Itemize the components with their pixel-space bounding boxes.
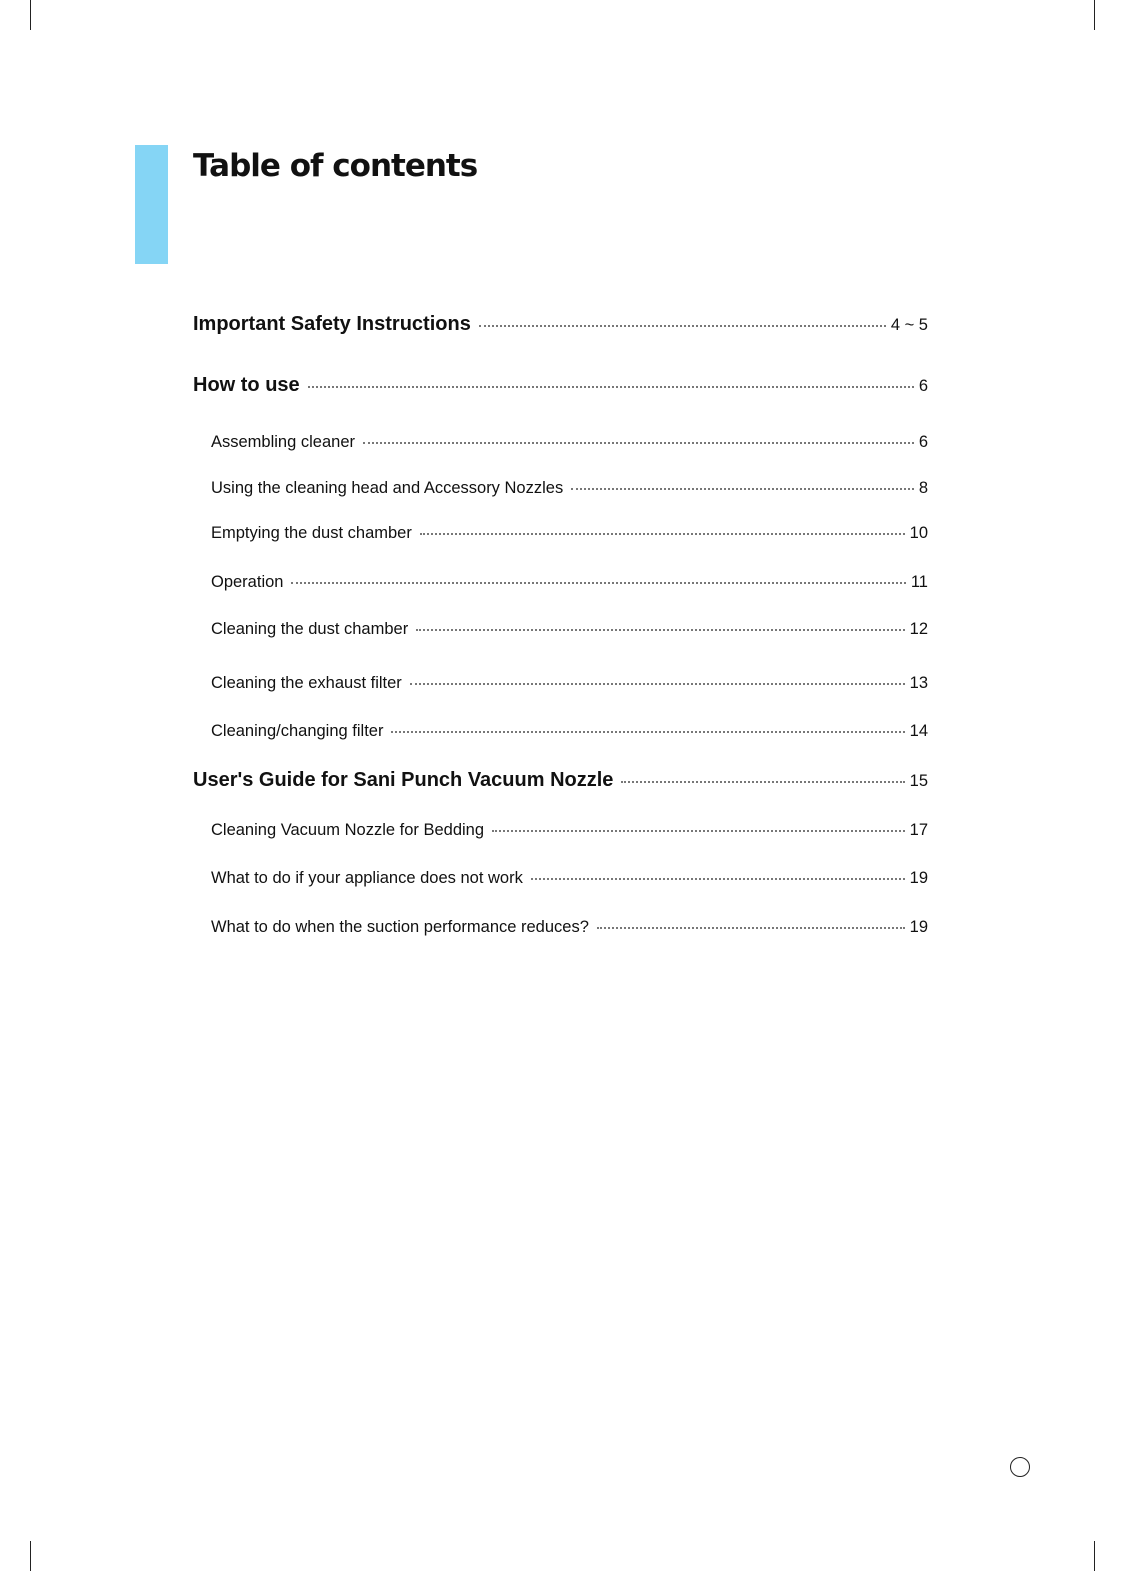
toc-dot-leader — [492, 830, 905, 832]
page-number-circle — [1010, 1457, 1030, 1477]
crop-mark-bottom-right — [1094, 1541, 1095, 1571]
toc-entry-label: Emptying the dust chamber — [211, 524, 412, 542]
toc-entry[interactable] — [211, 524, 928, 543]
toc-page-number: 17 — [909, 821, 928, 839]
toc-dot-leader — [621, 781, 904, 783]
toc-entry[interactable] — [211, 433, 928, 452]
toc-page-number: 8 — [918, 479, 928, 497]
toc-entry-label: How to use — [193, 374, 300, 396]
toc-entry-label: Important Safety Instructions — [193, 313, 471, 335]
toc-entry-label: Cleaning the dust chamber — [211, 620, 409, 638]
toc-entry[interactable] — [211, 674, 928, 693]
toc-dot-leader — [391, 731, 904, 733]
toc-page-number: 19 — [909, 869, 928, 887]
toc-page-number: 6 — [918, 433, 928, 451]
crop-mark-bottom-left — [30, 1541, 31, 1571]
toc-entry[interactable] — [211, 620, 928, 639]
toc-page-number: 6 — [918, 377, 928, 395]
toc-entry[interactable] — [211, 573, 928, 592]
toc-page-number: 4 ~ 5 — [890, 316, 928, 334]
toc-page-number: 10 — [909, 524, 928, 542]
toc-dot-leader — [420, 533, 905, 535]
toc-entry[interactable] — [211, 918, 928, 937]
toc-page-number: 12 — [909, 620, 928, 638]
toc-dot-leader — [291, 582, 905, 584]
toc-page-number: 19 — [909, 918, 928, 936]
toc-entry[interactable] — [193, 769, 928, 792]
toc-dot-leader — [308, 386, 914, 388]
toc-dot-leader — [597, 927, 905, 929]
toc-dot-leader — [416, 629, 904, 631]
toc-entry[interactable] — [193, 374, 928, 397]
toc-page-number: 11 — [910, 573, 928, 591]
toc-dot-leader — [479, 325, 886, 327]
toc-entry-label: What to do if your appliance does not work — [211, 869, 523, 887]
toc-page-number: 13 — [909, 674, 928, 692]
toc-dot-leader — [410, 683, 905, 685]
toc-dot-leader — [571, 488, 914, 490]
toc-entry-label: Cleaning the exhaust filter — [211, 674, 402, 692]
toc-entry-label: Cleaning/changing filter — [211, 722, 384, 740]
toc-entry[interactable] — [211, 479, 928, 498]
toc-entry[interactable] — [211, 722, 928, 741]
toc-entry-label: Cleaning Vacuum Nozzle for Bedding — [211, 821, 485, 839]
toc-entry-label: Assembling cleaner — [211, 433, 355, 451]
toc-entry[interactable] — [211, 869, 928, 888]
toc-entry[interactable] — [211, 821, 928, 840]
toc-entry[interactable] — [193, 313, 928, 336]
toc-dot-leader — [531, 878, 905, 880]
toc-entry-label: What to do when the suction performance reduces? — [211, 918, 589, 936]
toc-page-number: 14 — [909, 722, 928, 740]
toc-entry-label: User's Guide for Sani Punch Vacuum Nozzle — [193, 769, 614, 791]
page-title: Table of contents — [193, 148, 478, 184]
toc-dot-leader — [363, 442, 914, 444]
toc-entry-label: Operation — [211, 573, 284, 591]
toc-entry-label: Using the cleaning head and Accessory Nozzles — [211, 479, 564, 497]
toc-page-number: 15 — [909, 772, 928, 790]
